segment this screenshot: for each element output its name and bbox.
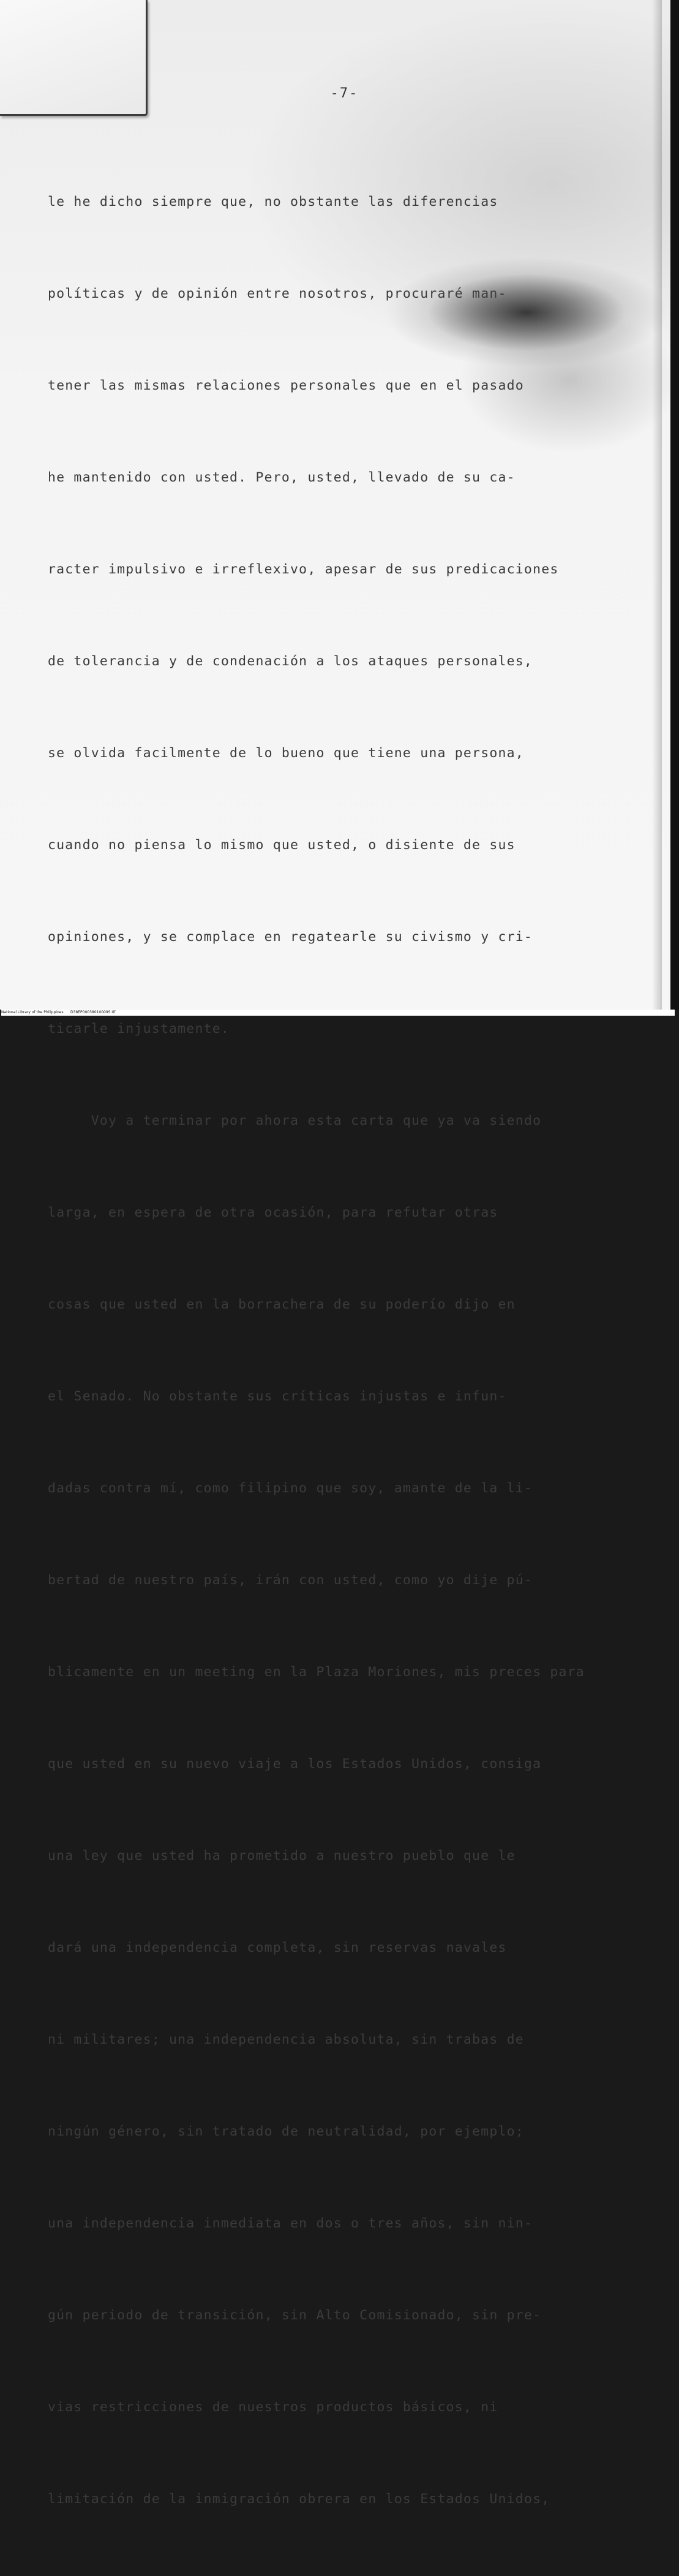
text-line: limitación de la inmigración obrera en los Estados Unidos, [48,2491,550,2507]
text-line: dadas contra mí, como filipino que soy, amante de la li- [48,1481,533,1496]
page-number: -7- [330,86,359,101]
text-line: de tolerancia y de condenación a los ataques personales, [48,654,533,669]
text-line: vias restricciones de nuestros productos básicos, ni [48,2400,498,2415]
text-line: opiniones, y se complace en regatearle su civismo y cri- [48,929,533,945]
folded-corner-overlay [0,0,148,116]
text-line: cuando no piensa lo mismo que usted, o disiente de sus [48,837,516,853]
archive-caption: National Library of the Philippines D38EP00038010009S.tif [1,1010,675,1016]
paragraph-start-line: Voy a terminar por ahora esta carta que ya va siendo [48,1113,542,1128]
text-line: le he dicho siempre que, no obstante las diferencias [48,194,498,210]
text-line: se olvida facilmente de lo bueno que tiene una persona, [48,746,524,761]
text-line: bertad de nuestro país, irán con usted, como yo dije pú- [48,1573,533,1588]
text-line: tener las mismas relaciones personales que en el pasado [48,378,524,393]
text-line: blicamente en un meeting en la Plaza Moriones, mis preces para [48,1664,585,1680]
text-line: gún periodo de transición, sin Alto Comisionado, sin pre- [48,2308,542,2323]
text-line: ticarle injustamente. [48,1021,230,1037]
text-line: dará una independencia completa, sin reservas navales [48,1940,507,1955]
text-line: larga, en espera de otra ocasión, para refutar otras [48,1205,498,1220]
text-line: una independencia inmediata en dos o tres años, sin nin- [48,2216,533,2231]
text-line: ni militares; una independencia absoluta, sin trabas de [48,2032,524,2047]
text-line: racter impulsivo e irreflexivo, apesar de sus predicaciones [48,562,559,577]
text-line: una ley que usted ha prometido a nuestro pueblo que le [48,1848,516,1864]
text-line: he mantenido con usted. Pero, usted, llevado de su ca- [48,470,516,485]
text-line: el Senado. No obstante sus críticas injustas e infun- [48,1389,507,1404]
text-line: políticas y de opinión entre nosotros, procuraré man- [48,286,507,301]
letter-body [48,126,660,2576]
text-line: ningún género, sin tratado de neutralidad, por ejemplo; [48,2124,524,2139]
text-line: cosas que usted en la borrachera de su poderío dijo en [48,1297,516,1312]
text-line: que usted en su nuevo viaje a los Estados Unidos, consiga [48,1756,542,1772]
